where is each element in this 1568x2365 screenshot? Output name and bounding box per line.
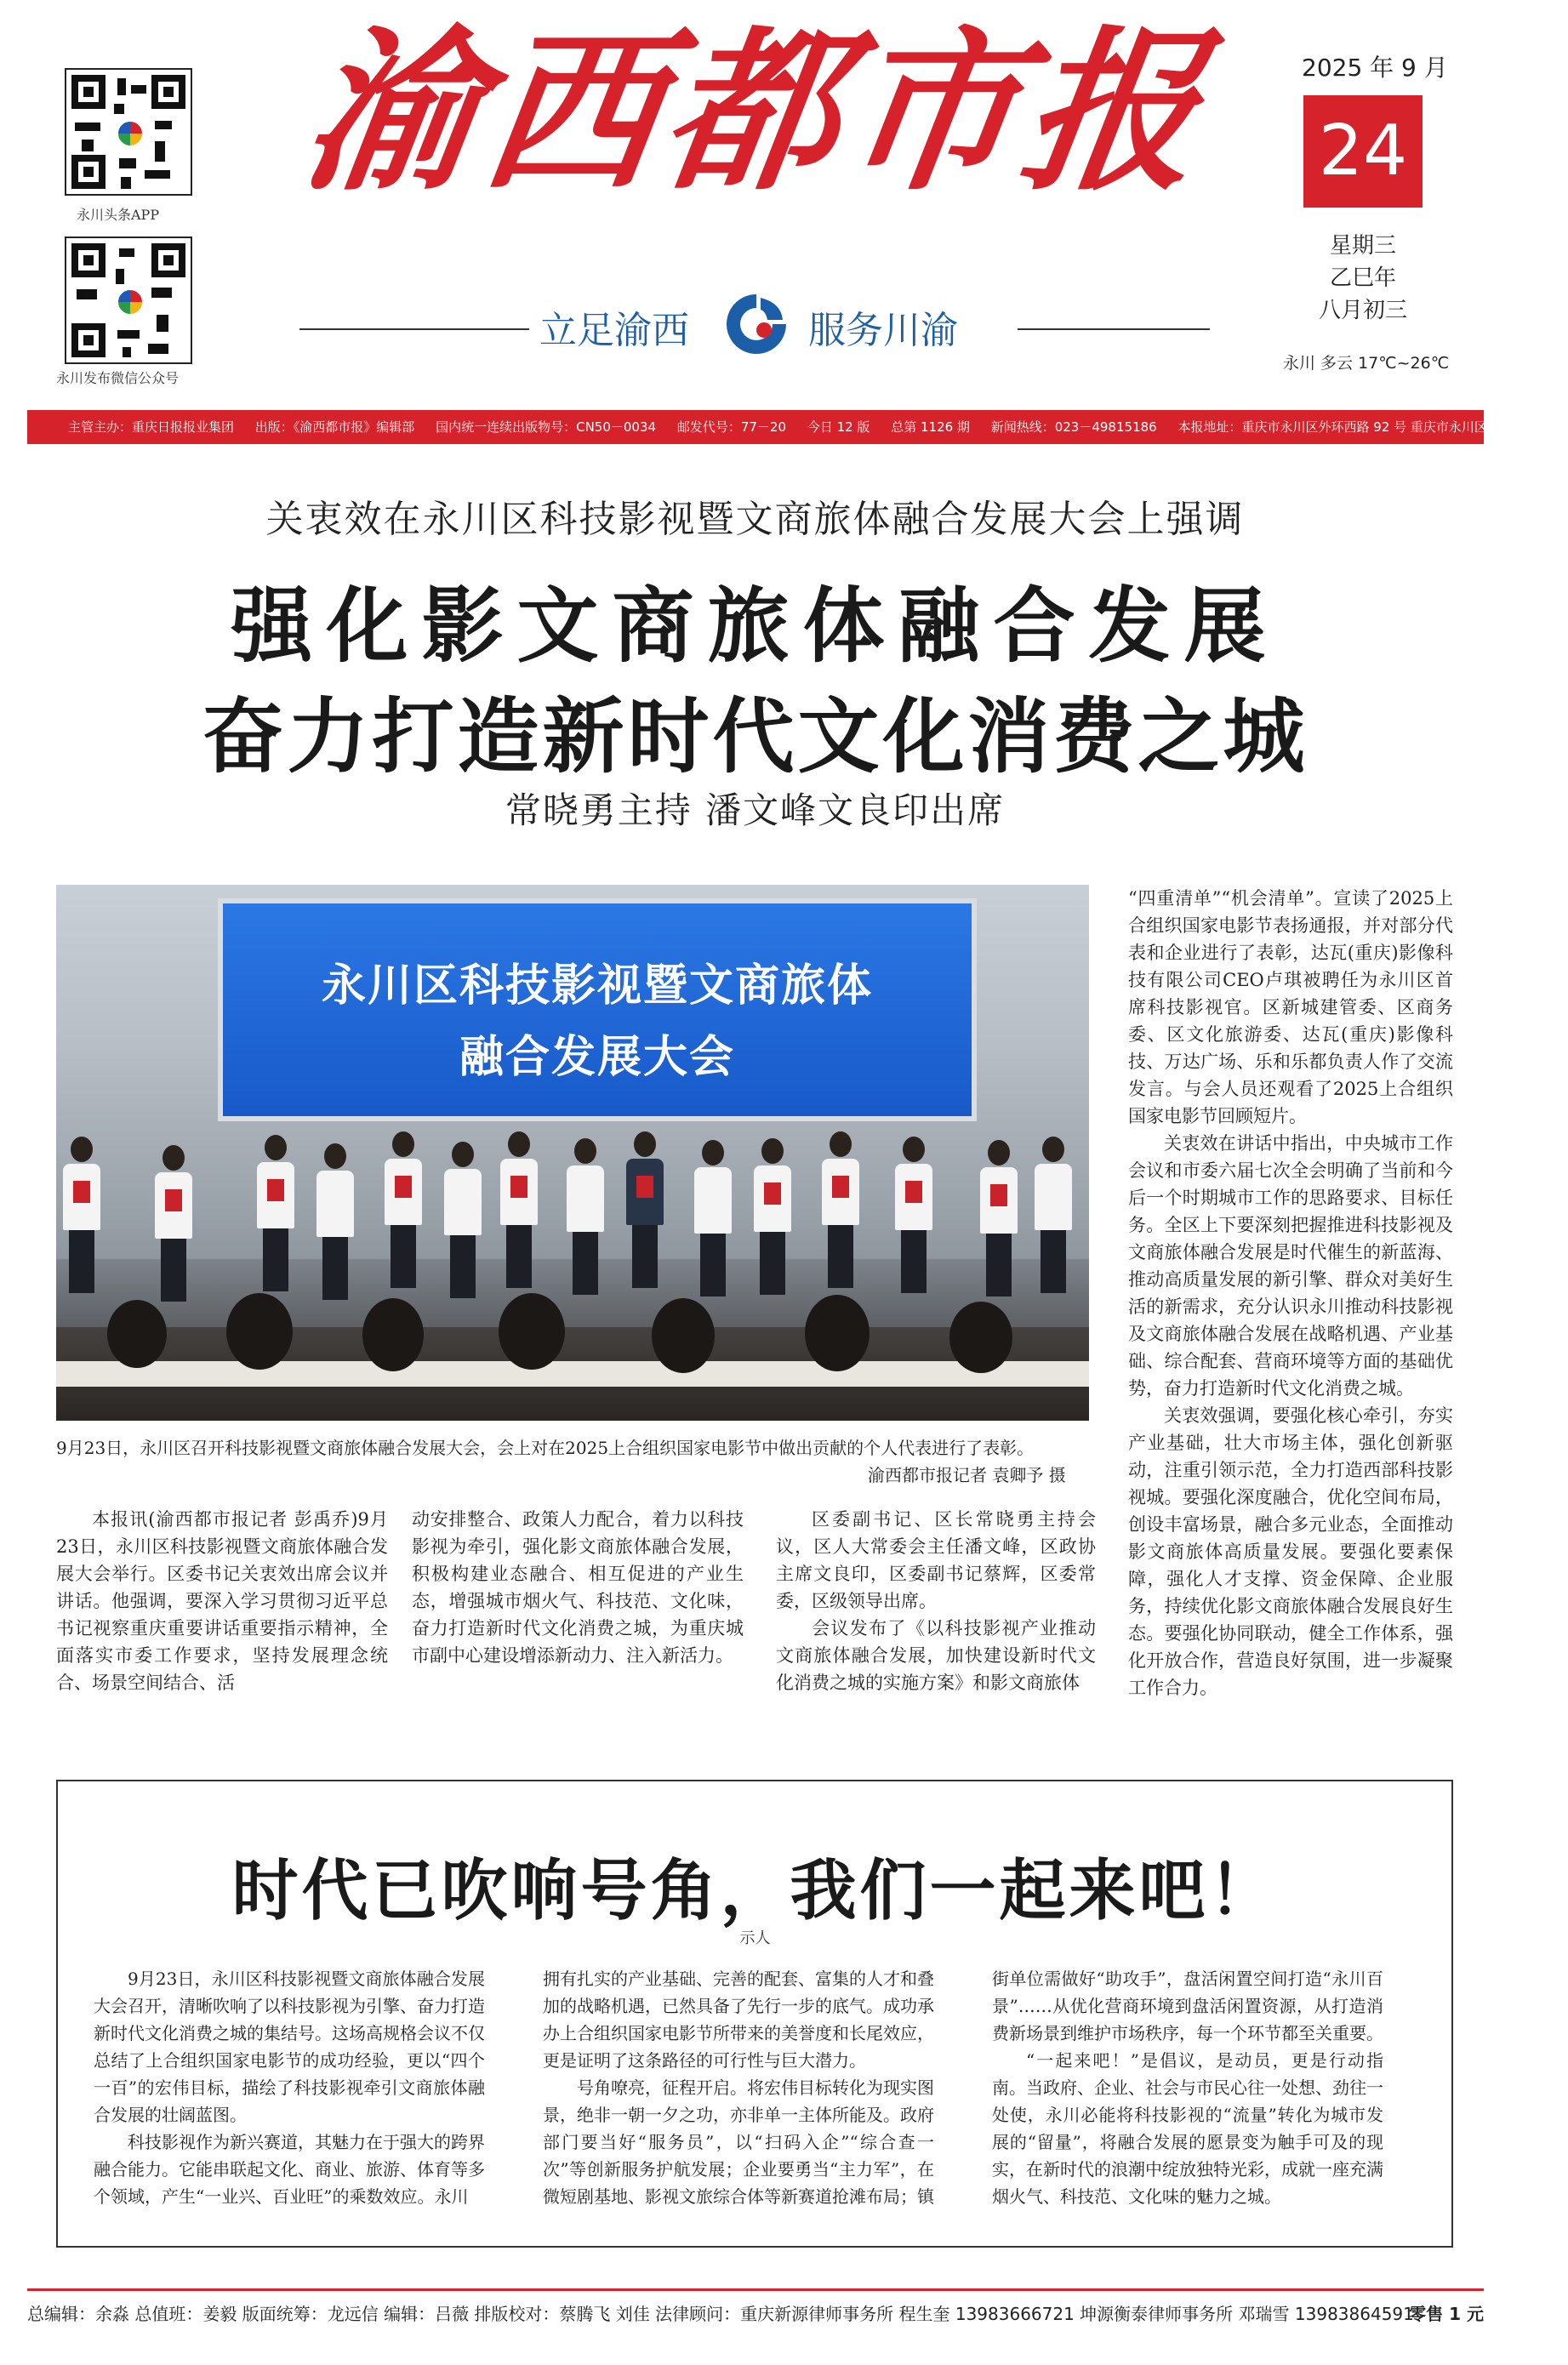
lead-paragraph: 关衷效强调，要强化核心牵引，夯实产业基础，壮大市场主体，强化创新驱动，注重引领示范，全力打造西部科技影视城。要强化深度融合，优化空间布局，创设丰富场景，融合多元业态，全面推动影文商旅体高质量发展。要强化要素保障，强化人才支撑、资金保障、企业服务，持续优化影文商旅体融合发展良好生态。要强化协同联动，健全工作体系，强化开放合作，营造良好氛围，进一步凝聚工作合力。 [1128, 1405, 1453, 1698]
footer-credits [27, 2300, 1484, 2325]
commentary-paragraph: 号角嘹亮，征程开启。将宏伟目标转化为现实图景，绝非一朝一夕之功，亦非单一主体所能及。政府部门要当好“服务员”，以“扫码入企”“综合查一次”等创新服务护航发展；企业要勇当“主力军”，在微短剧基地、影视文旅综合体等新赛道抢滩布局；镇 [543, 2077, 934, 2207]
photo-audience-head [226, 1293, 293, 1370]
app-logo-icon [116, 119, 145, 148]
photo-front-table [56, 1361, 1089, 1387]
commentary-column-3 [992, 1965, 1383, 2210]
lunar-date: 八月初三 [1318, 298, 1407, 323]
commentary-paragraph: 街单位需做好“助攻手”，盘活闲置空间打造“永川百景”……从优化营商环境到盘活闲置资源，从打造消费新场景到维护市场秩序，每一个环节都至关重要。 [992, 1969, 1383, 2043]
commentary-author: 示人 [739, 1929, 771, 1947]
newspaper-emblem-icon [721, 289, 791, 359]
commentary-paragraph: “一起来吧！”是倡议，是动员，更是行动指南。当政府、企业、社会与市民心往一处想、劲往一处使，永川必能将科技影视的“流量”转化为城市发展的“留量”，将融合发展的愿景变为触手可及的现实，在新时代的浪潮中绽放独特光彩，成就一座充满烟火气、科技范、文化味的魅力之城。 [992, 2050, 1383, 2207]
photo-person [444, 1142, 482, 1298]
lead-subhead: 常晓勇主持 潘文峰文良印出席 [505, 789, 1006, 831]
photo-audience-head [652, 1298, 715, 1373]
photo-person [500, 1131, 538, 1288]
qr-code-wechat[interactable] [65, 236, 192, 364]
photo-person [385, 1131, 422, 1288]
photo-audience-head [107, 1300, 167, 1368]
footer-divider [27, 2288, 1484, 2291]
lead-headline-line1[interactable]: 强化影文商旅体融合发展 [231, 578, 1280, 674]
info-postal-code: 邮发代号：77－20 [676, 419, 787, 435]
qr-caption-app: 永川头条APP [77, 207, 160, 223]
photo-person [155, 1145, 192, 1302]
slogan-divider-left [299, 328, 529, 330]
footer-price: 零售 1 元 [1409, 2304, 1484, 2324]
lead-column-2 [412, 1506, 744, 1669]
photo-audience-head [949, 1302, 1012, 1373]
publication-info-bar [27, 410, 1551, 444]
lead-kicker: 关衷效在永川区科技影视暨文商旅体融合发展大会上强调 [265, 498, 1245, 541]
ganzhi-year: 乙巳年 [1329, 265, 1396, 291]
lead-photo[interactable] [56, 885, 1089, 1421]
slogan-divider-right [1018, 328, 1210, 330]
commentary-title[interactable]: 时代已吹响号角，我们一起来吧！ [231, 1853, 1279, 1929]
lead-column-1 [56, 1506, 388, 1696]
commentary-paragraph: 科技影视作为新兴赛道，其魅力在于强大的跨界融合能力。它能串联起文化、商业、旅游、体育等多个领域，产生“一业兴、百业旺”的乘数效应。永川 [94, 2132, 485, 2207]
weekday: 星期三 [1329, 233, 1396, 259]
lead-column-4 [1128, 885, 1453, 1701]
issue-day: 24 [1303, 95, 1423, 208]
lead-paragraph: 动安排整合、政策人力配合，着力以科技影视为牵引，强化影文商旅体融合发展，积极构建业态融合、相互促进的产业生态，增强城市烟火气、科技范、文化味，奋力打造新时代文化消费之城，为重庆城市副中心建设增添新动力、注入新活力。 [412, 1509, 744, 1666]
info-sponsor: 主管主办：重庆日报报业集团 [68, 419, 235, 435]
footer-staff: 总编辑：余淼 总值班：姜毅 版面统筹：龙远信 编辑：吕薇 排版校对：蔡腾飞 刘佳 法律顾问：重庆新源律师事务所 程生奎 13983666721 坤源衡泰律师事务所 邓瑞雪 13983864591 [27, 2304, 1414, 2324]
screen-text-line1: 永川区科技影视暨文商旅体 [321, 960, 873, 1012]
info-issue-number: 总第 1126 期 [891, 419, 970, 435]
photo-person [754, 1138, 791, 1295]
commentary-paragraph: 拥有扎实的产业基础、完善的配套、富集的人才和叠加的战略机遇，已然具备了先行一步的底气。成功承办上合组织国家电影节所带来的美誉度和长尾效应，更是证明了这条路径的可行性与巨大潜力。 [543, 1969, 934, 2071]
weather: 永川 多云 17℃~26℃ [1283, 354, 1450, 373]
lead-paragraph: “四重清单”“机会清单”。宣读了2025上合组织国家电影节表扬通报，并对部分代表和企业进行了表彰，达瓦(重庆)影像科技有限公司CEO卢琪被聘任为永川区首席科技影视官。区新城建管委、区商务委、区文化旅游委、达瓦(重庆)影像科技、万达广场、乐和乐都负责人作了交流发言。与会人员还观看了2025上合组织国家电影节回顾短片。 [1128, 888, 1453, 1126]
lead-headline-line2[interactable]: 奋力打造新时代文化消费之城 [202, 689, 1309, 784]
photo-person [895, 1137, 932, 1293]
wechat-logo-icon [116, 288, 145, 316]
commentary-paragraph: 9月23日，永川区科技影视暨文商旅体融合发展大会召开，清晰吹响了以科技影视为引擎、奋力打造新时代文化消费之城的集结号。这场高规格会议不仅总结了上合组织国家电影节的成功经验，更以“四个一百”的宏伟目标，描绘了科技影视牵引文商旅体融合发展的壮阔蓝图。 [94, 1969, 485, 2125]
issue-year-month: 2025 年 9 月 [1302, 54, 1448, 82]
photo-audience-head [499, 1293, 565, 1370]
qr-code-app[interactable] [65, 68, 192, 196]
photo-audience-head [805, 1295, 870, 1371]
lead-paragraph: 区委副书记、区长常晓勇主持会议，区人大常委会主任潘文峰，区政协主席文良印，区委副书记蔡辉，区委常委，区级领导出席。 [776, 1509, 1096, 1611]
lead-paragraph: 会议发布了《以科技影视产业推动文商旅体融合发展，加快建设新时代文化消费之城的实施方案》和影文商旅体 [776, 1618, 1096, 1693]
photo-person [257, 1135, 294, 1291]
info-hotline: 新闻热线：023－49815186 [990, 419, 1157, 435]
slogan-left: 立足渝西 [539, 309, 689, 352]
photo-caption: 9月23日，永川区召开科技影视暨文商旅体融合发展大会，会上对在2025上合组织国家电影节中做出贡献的个人代表进行了表彰。 [56, 1438, 1035, 1458]
commentary-column-2 [543, 1965, 934, 2210]
photo-audience-head [362, 1298, 424, 1371]
lead-paragraph: 本报讯(渝西都市报记者 彭禹乔)9月23日，永川区科技影视暨文商旅体融合发展大会举行。区委书记关衷效出席会议并讲话。他强调，要深入学习贯彻习近平总书记视察重庆重要讲话重要指示精神，全面落实市委工作要求，坚持发展理念统合、场景空间结合、活 [56, 1509, 388, 1693]
newspaper-title: 渝西都市报 [292, 10, 1218, 214]
issue-calendar-info [1303, 230, 1423, 327]
photo-credit: 渝西都市报记者 袁卿予 摄 [868, 1465, 1066, 1485]
info-publisher: 出版：《渝西都市报》编辑部 [254, 419, 415, 435]
lead-paragraph: 关衷效在讲话中指出，中央城市工作会议和市委六届七次全会明确了当前和今后一个时期城市工作的思路要求、目标任务。全区上下要深刻把握推进科技影视及文商旅体融合发展是时代催生的新蓝海、推动高质量发展的新引擎、群众对美好生活的新需求，充分认识永川推动科技影视及文商旅体融合发展在战略机遇、产业基础、综合配套、营商环境等方面的基础优势，奋力打造新时代文化消费之城。 [1128, 1133, 1453, 1399]
screen-text-line2: 融合发展大会 [459, 1031, 735, 1083]
commentary-column-1 [94, 1965, 485, 2210]
lead-column-3 [776, 1506, 1096, 1696]
photo-stage-screen [223, 903, 972, 1116]
photo-person [822, 1131, 859, 1288]
slogan-right: 服务川渝 [808, 309, 958, 352]
photo-person [980, 1140, 1018, 1296]
info-page-count: 今日 12 版 [807, 419, 870, 435]
photo-person [63, 1137, 100, 1293]
photo-person [1035, 1137, 1072, 1293]
photo-person [316, 1143, 354, 1300]
info-issn: 国内统一连续出版物号：CN50－0034 [436, 419, 657, 435]
photo-person [694, 1140, 732, 1296]
photo-person [626, 1131, 664, 1288]
info-address: 本报地址：重庆市永川区外环西路 92 号 重庆市永川区融媒体中心 [1177, 419, 1551, 435]
photo-person [567, 1138, 604, 1295]
qr-caption-wechat: 永川发布微信公众号 [56, 370, 180, 386]
